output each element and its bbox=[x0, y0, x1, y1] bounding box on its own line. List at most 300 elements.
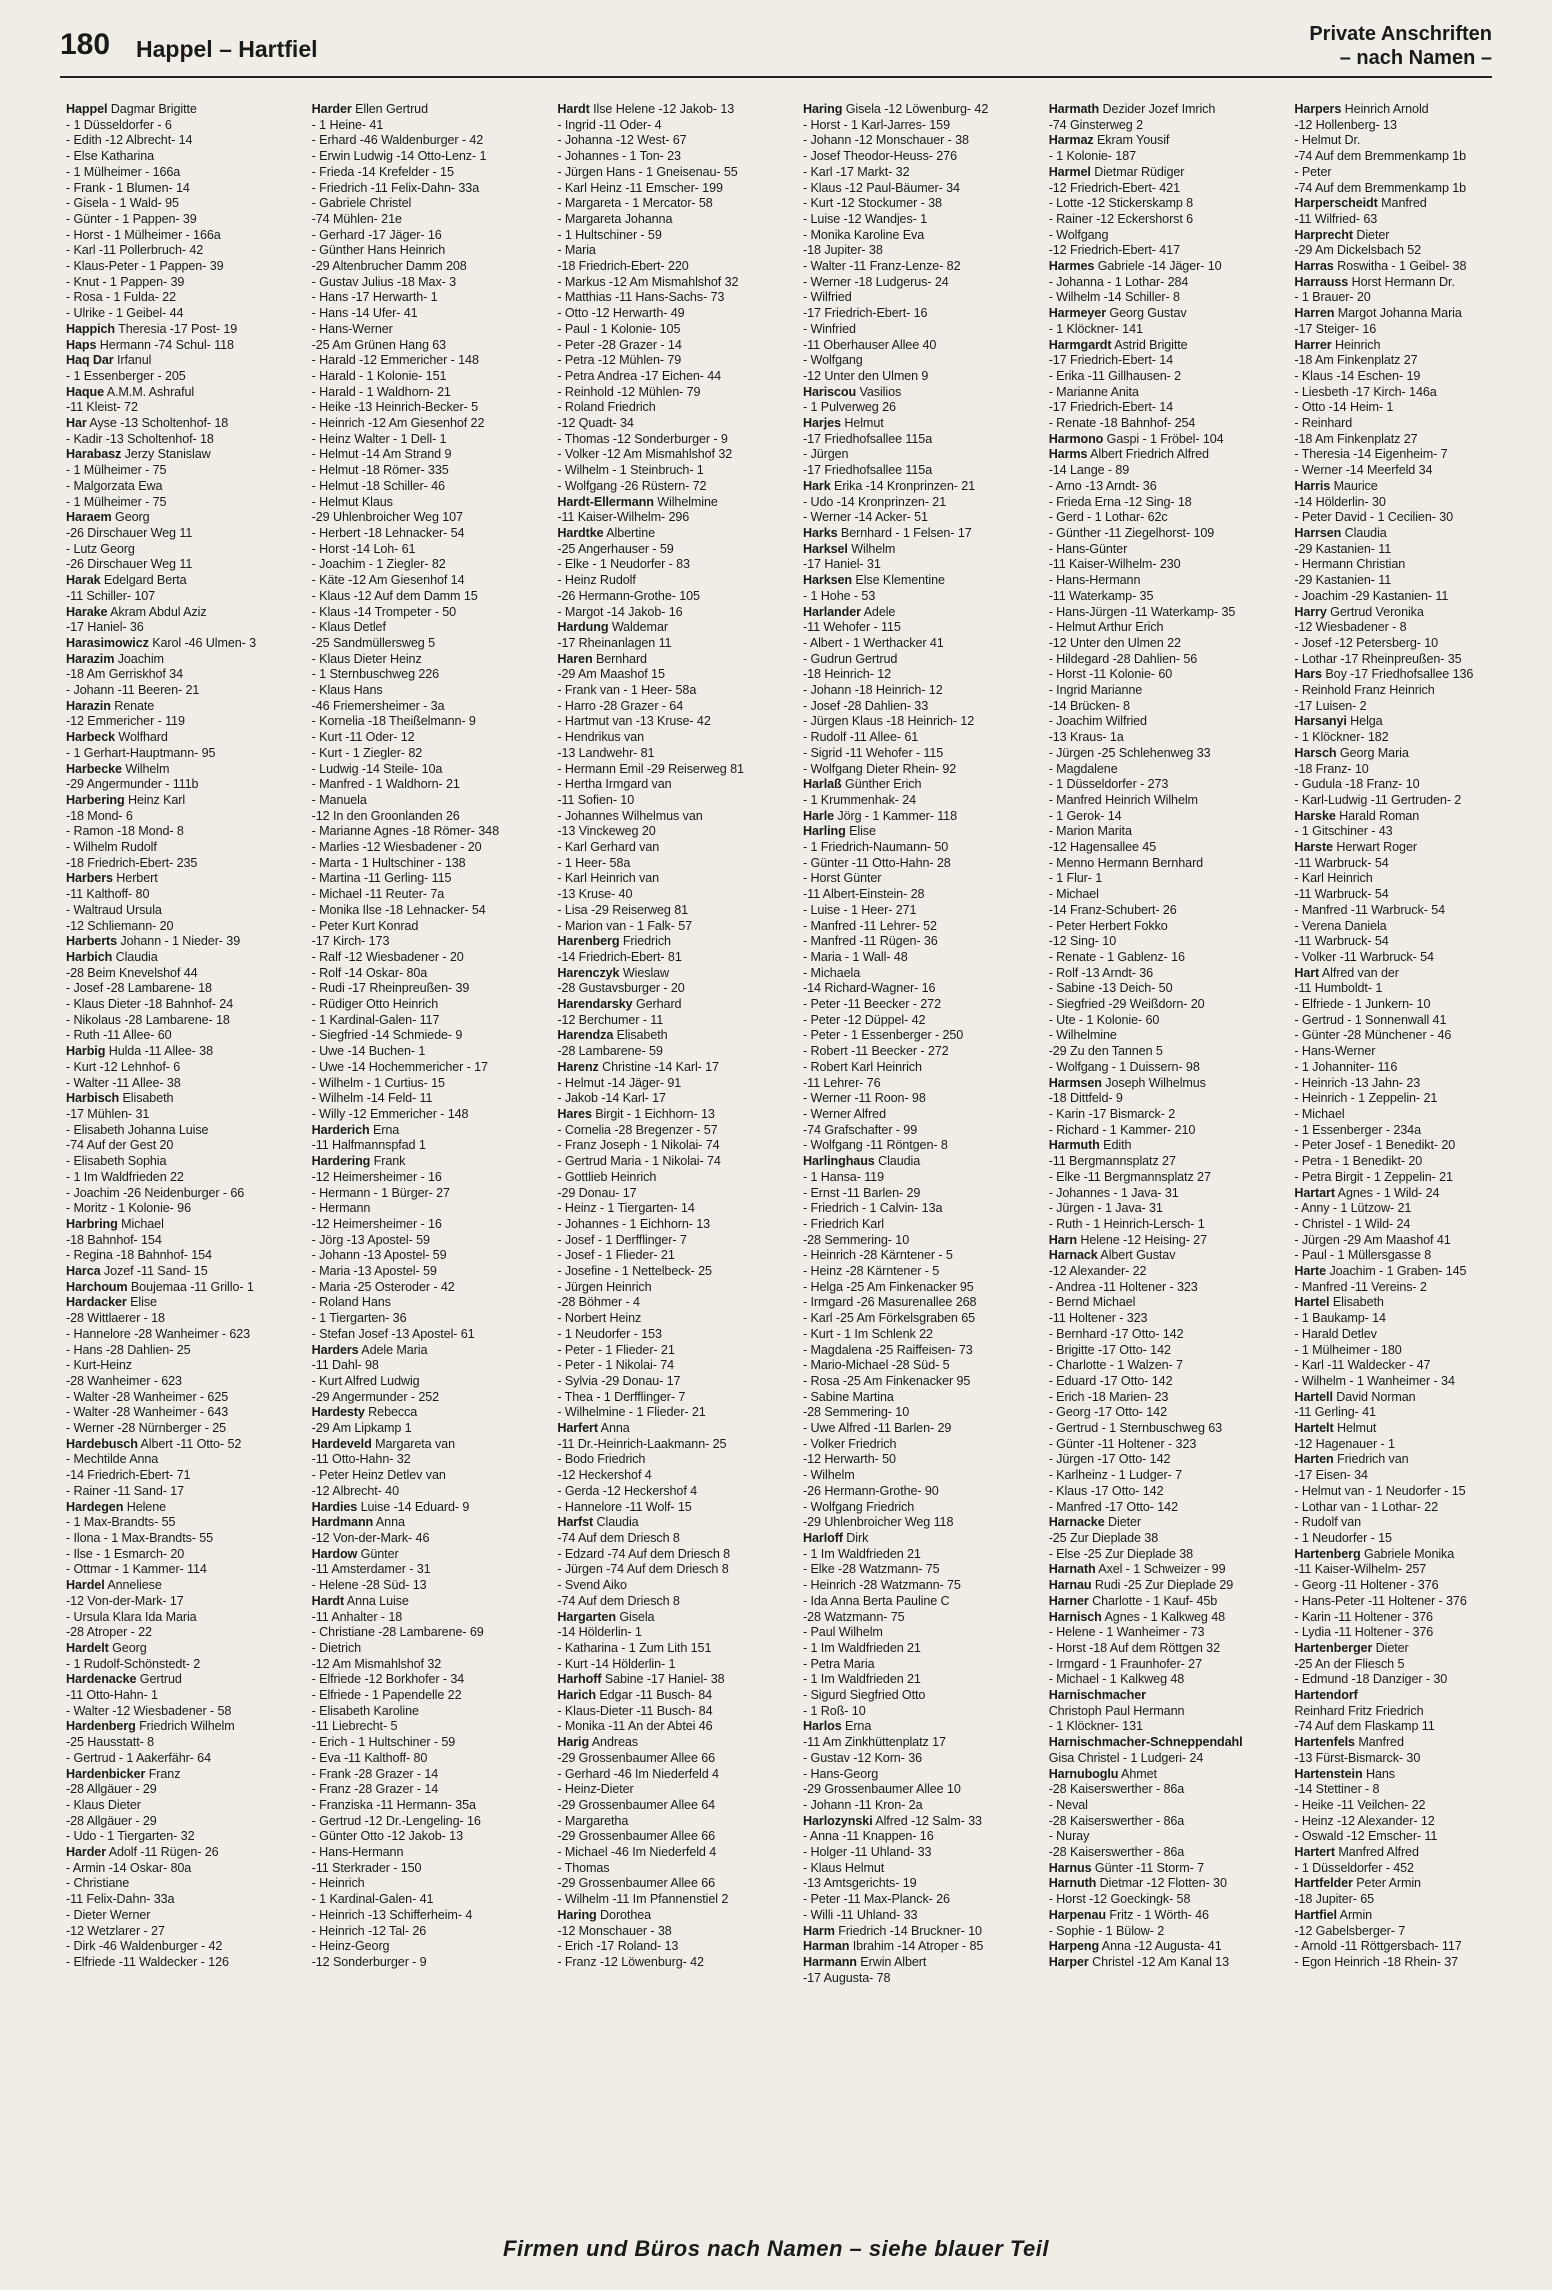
directory-entry: - Norbert Heinz bbox=[557, 1311, 642, 1326]
directory-entry: -12 Gabelsberger- 7 bbox=[1294, 1923, 1406, 1938]
directory-entry: - Kurt -12 Stockumer - 38 bbox=[803, 196, 942, 211]
directory-entry: - Kurt -12 Lehnhof- 6 bbox=[66, 1059, 181, 1074]
directory-entry: - Peter Kurt Konrad bbox=[311, 918, 419, 933]
directory-entry: - Mario-Michael -28 Süd- 5 bbox=[803, 1358, 950, 1373]
entry-details: Anna -12 Augusta- 41 bbox=[1099, 1939, 1222, 1954]
entry-details: Albert Friedrich Alfred bbox=[1087, 447, 1209, 462]
directory-entry bbox=[803, 605, 1031, 621]
entry-details: Jörg - 1 Kammer- 118 bbox=[834, 808, 957, 823]
directory-entry: - Wolfgang Dieter Rhein- 92 bbox=[803, 761, 957, 776]
entry-surname: Harazin bbox=[66, 698, 111, 713]
directory-entry: - Rolf -14 Oskar- 80a bbox=[311, 965, 428, 980]
directory-entry: - Rudolf van bbox=[1294, 1515, 1362, 1530]
directory-entry: - Helmut Dr. bbox=[1294, 133, 1361, 148]
directory-entry: -17 Friedrich-Ebert- 14 bbox=[1048, 400, 1174, 415]
directory-entry: -11 Sofien- 10 bbox=[557, 792, 635, 807]
directory-entry: - Heinz -12 Alexander- 12 bbox=[1294, 1813, 1435, 1828]
directory-entry: -11 Holtener - 323 bbox=[1048, 1311, 1148, 1326]
directory-entry: - Luise - 1 Heer- 271 bbox=[803, 902, 917, 917]
directory-entry: - Hermann Christian bbox=[1294, 557, 1406, 572]
entry-details: Anna bbox=[373, 1515, 405, 1530]
directory-entry bbox=[803, 573, 1031, 589]
directory-entry: -11 Humboldt- 1 bbox=[1294, 981, 1383, 996]
directory-entry: - Irmgard -26 Masurenallee 268 bbox=[803, 1295, 977, 1310]
directory-entry: -17 Rheinanlagen 11 bbox=[557, 635, 672, 650]
directory-entry: -28 Wanheimer - 623 bbox=[66, 1373, 182, 1388]
directory-entry: - Gustav -12 Korn- 36 bbox=[803, 1750, 923, 1765]
directory-entry: - Marion van - 1 Falk- 57 bbox=[557, 918, 693, 933]
directory-entry: - Günther -11 Ziegelhorst- 109 bbox=[1048, 525, 1215, 540]
directory-entry: -11 Felix-Dahn- 33a bbox=[66, 1892, 175, 1907]
section-title-line2: – nach Namen – bbox=[1339, 47, 1492, 69]
entry-surname: Hartart bbox=[1294, 1185, 1335, 1200]
directory-entry: -12 Am Mismahlshof 32 bbox=[311, 1656, 442, 1671]
entry-surname: Harchoum bbox=[66, 1279, 128, 1294]
entry-details: Dirk bbox=[842, 1530, 869, 1545]
directory-entry bbox=[66, 1280, 294, 1296]
entry-surname: Harnischmacher-Schneppendahl bbox=[1048, 1735, 1243, 1750]
directory-entry bbox=[1294, 306, 1522, 322]
directory-entry: - Marion Marita bbox=[1048, 824, 1132, 839]
directory-entry: - Rudi -17 Rheinpreußen- 39 bbox=[311, 981, 470, 996]
directory-entry: -74 Auf dem Driesch 8 bbox=[557, 1530, 680, 1545]
entry-details: Anneliese bbox=[104, 1578, 162, 1593]
directory-entry: -14 Friedrich-Ebert- 71 bbox=[66, 1468, 191, 1483]
directory-entry: - Günter Otto -12 Jakob- 13 bbox=[311, 1829, 463, 1844]
directory-entry: -28 Semmering- 10 bbox=[803, 1405, 910, 1420]
directory-entry bbox=[66, 338, 294, 354]
directory-entry bbox=[312, 1405, 540, 1421]
directory-entry bbox=[1049, 1248, 1277, 1264]
directory-entry: -13 Amtsgerichts- 19 bbox=[803, 1876, 917, 1891]
directory-entry: - 1 Johanniter- 116 bbox=[1294, 1059, 1398, 1074]
directory-entry: - Hans-Günter bbox=[1048, 541, 1128, 556]
directory-entry bbox=[66, 1044, 294, 1060]
directory-entry: -29 Grossenbaumer Allee 66 bbox=[557, 1750, 716, 1765]
entry-details: Dieter bbox=[1352, 227, 1390, 242]
directory-entry: -11 Otto-Hahn- 1 bbox=[66, 1688, 158, 1703]
directory-entry: -12 Emmericher - 119 bbox=[66, 714, 185, 729]
directory-entry: Christoph Paul Hermann bbox=[1048, 1703, 1185, 1718]
directory-entry: -12 Quadt- 34 bbox=[557, 416, 634, 431]
directory-entry: - Robert -11 Beecker - 272 bbox=[803, 1044, 949, 1059]
directory-entry: - Frank - 1 Blumen- 14 bbox=[66, 180, 190, 195]
entry-details: Anna Luise bbox=[344, 1593, 409, 1608]
directory-entry bbox=[66, 605, 294, 621]
directory-entry: - Volker -12 Am Mismahlshof 32 bbox=[557, 447, 733, 462]
directory-entry bbox=[66, 699, 294, 715]
entry-surname: Harnisch bbox=[1048, 1609, 1102, 1624]
entry-surname: Harca bbox=[66, 1264, 101, 1279]
entry-surname: Harbich bbox=[66, 949, 113, 964]
directory-entry: -12 In den Groonlanden 26 bbox=[311, 808, 460, 823]
directory-entry: - Karl Heinz -11 Emscher- 199 bbox=[557, 180, 723, 195]
directory-entry: - Theresia -14 Eigenheim- 7 bbox=[1294, 447, 1448, 462]
entry-details: Horst Hermann Dr. bbox=[1348, 274, 1455, 289]
directory-entry: - Gertrud - 1 Sternbuschweg 63 bbox=[1048, 1421, 1223, 1436]
directory-entry: - Marta - 1 Hultschiner - 138 bbox=[311, 855, 466, 870]
directory-entry: - Elfriede - 1 Papendelle 22 bbox=[311, 1688, 462, 1703]
directory-entry: -17 Friedrich-Ebert- 14 bbox=[1048, 353, 1174, 368]
directory-entry: - Johann -11 Beeren- 21 bbox=[66, 683, 200, 698]
directory-entry bbox=[1049, 338, 1277, 354]
entry-surname: Harazim bbox=[66, 651, 115, 666]
directory-entry: - Klaus Detlef bbox=[311, 620, 386, 635]
entry-surname: Haring bbox=[557, 1907, 597, 1922]
directory-entry: - 1 Brauer- 20 bbox=[1294, 290, 1371, 305]
directory-entry: -11 Warbruck- 54 bbox=[1294, 934, 1389, 949]
directory-entry: - Paul - 1 Kolonie- 105 bbox=[557, 321, 681, 336]
entry-details: Friedrich van bbox=[1333, 1452, 1409, 1467]
entry-surname: Hardies bbox=[311, 1499, 358, 1514]
directory-entry: -12 Wetzlarer - 27 bbox=[66, 1923, 165, 1938]
directory-entry: - Gertrud - 1 Aakerfähr- 64 bbox=[66, 1750, 211, 1765]
entry-details: Maurice bbox=[1330, 478, 1378, 493]
directory-entry: - Ruth -11 Allee- 60 bbox=[66, 1028, 172, 1043]
entry-surname: Harren bbox=[1294, 306, 1335, 321]
directory-entry: - Hans-Peter -11 Holtener - 376 bbox=[1294, 1593, 1467, 1608]
entry-details: Adele Maria bbox=[358, 1342, 428, 1357]
directory-entry: - Otto -12 Herwarth- 49 bbox=[557, 306, 685, 321]
directory-entry bbox=[1294, 966, 1522, 982]
entry-surname: Harendza bbox=[557, 1028, 614, 1043]
entry-surname: Harmuth bbox=[1048, 1138, 1100, 1153]
directory-entry: - 1 Düsseldorfer - 273 bbox=[1048, 777, 1169, 792]
entry-surname: Harperscheidt bbox=[1294, 196, 1378, 211]
entry-surname: Har bbox=[66, 416, 87, 431]
directory-entry bbox=[312, 102, 540, 118]
directory-entry: - Werner -14 Meerfeld 34 bbox=[1294, 463, 1433, 478]
entry-surname: Harksen bbox=[803, 573, 853, 588]
directory-entry: -12 Alexander- 22 bbox=[1048, 1264, 1147, 1279]
entry-details: Günther Erich bbox=[841, 777, 922, 792]
directory-entry bbox=[803, 526, 1031, 542]
directory-entry bbox=[1049, 102, 1277, 118]
directory-entry: -74 Auf dem Bremmenkamp 1b bbox=[1294, 180, 1467, 195]
directory-entry: - Jörg -13 Apostel- 59 bbox=[311, 1232, 430, 1247]
entry-details: Akram Abdul Aziz bbox=[107, 604, 207, 619]
entry-details: Edgar -11 Busch- 84 bbox=[595, 1688, 713, 1703]
directory-entry: - Georg -17 Otto- 142 bbox=[1048, 1405, 1167, 1420]
entry-details: Sabine -17 Haniel- 38 bbox=[601, 1672, 725, 1687]
entry-details: Dietmar Rüdiger bbox=[1090, 164, 1185, 179]
entry-details: Jozef -11 Sand- 15 bbox=[100, 1264, 208, 1279]
directory-entry: - Hans -28 Dahlien- 25 bbox=[66, 1342, 191, 1357]
directory-entry: -28 Watzmann- 75 bbox=[803, 1609, 905, 1624]
directory-entry: - 1 Essenberger - 205 bbox=[66, 368, 186, 383]
directory-entry: - Dirk -46 Waldenburger - 42 bbox=[66, 1939, 223, 1954]
directory-entry: -11 Liebrecht- 5 bbox=[311, 1719, 398, 1734]
entry-surname: Harten bbox=[1294, 1452, 1334, 1467]
directory-entry: -14 Lange - 89 bbox=[1048, 463, 1130, 478]
entry-surname: Harnath bbox=[1048, 1562, 1096, 1577]
entry-surname: Happel bbox=[66, 102, 108, 116]
entry-surname: Hardering bbox=[311, 1154, 371, 1169]
directory-entry: - Heinz-Dieter bbox=[557, 1782, 634, 1797]
entry-surname: Harder bbox=[66, 1845, 106, 1860]
directory-entry: - Lotte -12 Stickerskamp 8 bbox=[1048, 196, 1194, 211]
directory-entry: -11 Amsterdamer - 31 bbox=[311, 1562, 431, 1577]
directory-entry: - Christiane -28 Lambarene- 69 bbox=[311, 1625, 484, 1640]
directory-entry: - Heinz - 1 Tiergarten- 14 bbox=[557, 1201, 695, 1216]
directory-entry: -18 Bahnhof- 154 bbox=[66, 1232, 162, 1247]
entry-surname: Harnischmacher bbox=[1048, 1688, 1146, 1703]
directory-entry bbox=[1049, 1939, 1277, 1955]
directory-entry: - Josefine - 1 Nettelbeck- 25 bbox=[557, 1264, 712, 1279]
directory-entry: - Udo - 1 Tiergarten- 32 bbox=[66, 1829, 195, 1844]
entry-details: Dieter bbox=[1104, 1515, 1142, 1530]
entry-details: Gisela -12 Löwenburg- 42 bbox=[842, 102, 989, 116]
directory-entry: - 1 Klöckner- 182 bbox=[1294, 730, 1389, 745]
entry-surname: Harsch bbox=[1294, 745, 1337, 760]
entry-surname: Harnacke bbox=[1048, 1515, 1105, 1530]
directory-entry bbox=[1294, 338, 1522, 354]
directory-entry: - Käte -12 Am Giesenhof 14 bbox=[311, 573, 465, 588]
directory-entry: - Ida Anna Berta Pauline C bbox=[803, 1593, 950, 1608]
entry-details: Franz bbox=[145, 1766, 181, 1781]
directory-entry: -12 Sonderburger - 9 bbox=[311, 1954, 427, 1969]
directory-entry: - Thomas -12 Sonderburger - 9 bbox=[557, 431, 728, 446]
directory-entry: - Gustav Julius -18 Max- 3 bbox=[311, 274, 457, 289]
directory-entry: -12 Wiesbadener - 8 bbox=[1294, 620, 1407, 635]
directory-entry: - 1 Baukamp- 14 bbox=[1294, 1311, 1386, 1326]
directory-entry: -28 Beim Knevelshof 44 bbox=[66, 965, 198, 980]
directory-entry: - Eva -11 Kalthoff- 80 bbox=[311, 1750, 428, 1765]
entry-surname: Hardacker bbox=[66, 1295, 127, 1310]
section-title-line1: Private Anschriften bbox=[1309, 23, 1492, 45]
directory-entry: - Ruth - 1 Heinrich-Lersch- 1 bbox=[1048, 1216, 1205, 1231]
directory-entry: -29 Uhlenbroicher Weg 107 bbox=[311, 510, 463, 525]
entry-surname: Harling bbox=[803, 824, 846, 839]
directory-entry bbox=[803, 1719, 1031, 1735]
directory-entry: - Renate -18 Bahnhof- 254 bbox=[1048, 416, 1196, 431]
directory-entry: - Bernhard -17 Otto- 142 bbox=[1048, 1326, 1184, 1341]
entry-surname: Hartendorf bbox=[1294, 1688, 1358, 1703]
directory-entry: -74 Auf dem Bremmenkamp 1b bbox=[1294, 149, 1467, 164]
entry-details: Armin bbox=[1336, 1907, 1373, 1922]
directory-entry: - 1 Rudolf-Schönstedt- 2 bbox=[66, 1656, 201, 1671]
entry-surname: Harmsen bbox=[1048, 1075, 1102, 1090]
entry-surname: Harras bbox=[1294, 259, 1334, 274]
directory-entry: - Jürgen Klaus -18 Heinrich- 12 bbox=[803, 714, 975, 729]
directory-entry: - Kadir -13 Scholtenhof- 18 bbox=[66, 431, 214, 446]
directory-entry: - Sabine Martina bbox=[803, 1389, 894, 1404]
directory-entry: - Gabriele Christel bbox=[311, 196, 412, 211]
directory-entry: - Moritz - 1 Kolonie- 96 bbox=[66, 1201, 191, 1216]
entry-surname: Harste bbox=[1294, 840, 1333, 855]
directory-entry: -25 Zur Dieplade 38 bbox=[1048, 1530, 1159, 1545]
directory-entry: - Klaus-Peter - 1 Pappen- 39 bbox=[66, 259, 224, 274]
entry-details: Friedrich -14 Bruckner- 10 bbox=[834, 1923, 982, 1938]
directory-entry: - Malgorzata Ewa bbox=[66, 478, 163, 493]
directory-entry bbox=[1294, 1264, 1522, 1280]
directory-entry: - Heike -13 Heinrich-Becker- 5 bbox=[311, 400, 479, 415]
directory-entry: - 1 Max-Brandts- 55 bbox=[66, 1515, 176, 1530]
directory-entry bbox=[66, 1641, 294, 1657]
entry-surname: Harfert bbox=[557, 1421, 598, 1436]
directory-entry: - Martina -11 Gerling- 115 bbox=[311, 871, 452, 886]
directory-entry: - Elke -28 Watzmann- 75 bbox=[803, 1562, 940, 1577]
directory-entry bbox=[557, 934, 785, 950]
directory-entry: - Gottlieb Heinrich bbox=[557, 1169, 657, 1184]
directory-entry: - Friedrich -11 Felix-Dahn- 33a bbox=[311, 180, 480, 195]
directory-entry: - Gertrud Maria - 1 Nikolai- 74 bbox=[557, 1154, 721, 1169]
directory-entry: - Peter - 1 Flieder- 21 bbox=[557, 1342, 675, 1357]
entry-details: Dagmar Brigitte bbox=[107, 102, 197, 116]
directory-entry: - Johanna -12 West- 67 bbox=[557, 133, 687, 148]
entry-details: Theresia -17 Post- 19 bbox=[114, 321, 238, 336]
directory-entry: -28 Lambarene- 59 bbox=[557, 1044, 663, 1059]
entry-details: Edith bbox=[1099, 1138, 1132, 1153]
directory-entry: - Lisa -29 Reiserweg 81 bbox=[557, 902, 689, 917]
directory-entry bbox=[1049, 133, 1277, 149]
directory-entry bbox=[803, 809, 1031, 825]
entry-details: Adolf -11 Rügen- 26 bbox=[106, 1845, 219, 1860]
directory-entry: - 1 Sternbuschweg 226 bbox=[311, 667, 440, 682]
entry-surname: Hartenberger bbox=[1294, 1640, 1373, 1655]
entry-details: Ibrahim -14 Atroper - 85 bbox=[849, 1939, 984, 1954]
directory-entry bbox=[1294, 1735, 1522, 1751]
entry-surname: Harenczyk bbox=[557, 965, 620, 980]
directory-entry: - Wolfgang -26 Rüstern- 72 bbox=[557, 478, 707, 493]
directory-entry: -12 Albrecht- 40 bbox=[311, 1483, 399, 1498]
entry-details: Friedrich bbox=[619, 934, 671, 949]
directory-entry: - Wolfgang -11 Röntgen- 8 bbox=[803, 1138, 948, 1153]
directory-entry: - Heinrich -28 Watzmann- 75 bbox=[803, 1578, 961, 1593]
directory-entry: - Peter Josef - 1 Benedikt- 20 bbox=[1294, 1138, 1456, 1153]
directory-entry: - Ulrike - 1 Geibel- 44 bbox=[66, 306, 184, 321]
directory-entry: - Edith -12 Albrecht- 14 bbox=[66, 133, 193, 148]
directory-entry: -17 Luisen- 2 bbox=[1294, 698, 1367, 713]
directory-entry: -25 Hausstatt- 8 bbox=[66, 1735, 154, 1750]
directory-entry: -17 Friedhofsallee 115a bbox=[803, 431, 933, 446]
entry-surname: Harlozynski bbox=[803, 1813, 873, 1828]
directory-entry: -29 Grossenbaumer Allee 66 bbox=[557, 1829, 716, 1844]
directory-entry bbox=[1049, 1594, 1277, 1610]
directory-entry bbox=[803, 416, 1031, 432]
directory-entry: - Else Katharina bbox=[66, 149, 155, 164]
directory-entry bbox=[1049, 1688, 1277, 1704]
directory-entry bbox=[803, 1939, 1031, 1955]
directory-entry: - Frank van - 1 Heer- 58a bbox=[557, 683, 697, 698]
directory-entry: -29 Grossenbaumer Allee 66 bbox=[557, 1876, 716, 1891]
entry-surname: Harpeng bbox=[1048, 1939, 1100, 1954]
directory-entry bbox=[1049, 1610, 1277, 1626]
directory-entry bbox=[66, 950, 294, 966]
entry-surname: Hardenberg bbox=[66, 1719, 136, 1734]
directory-entry bbox=[66, 1091, 294, 1107]
entry-surname: Harders bbox=[311, 1342, 359, 1357]
directory-entry: -25 An der Fliesch 5 bbox=[1294, 1656, 1405, 1671]
entry-surname: Harks bbox=[803, 525, 838, 540]
entry-details: Gisela bbox=[615, 1609, 655, 1624]
directory-entry: - Jürgen -29 Am Maashof 41 bbox=[1294, 1232, 1451, 1247]
entry-details: Agnes - 1 Kalkweg 48 bbox=[1101, 1609, 1225, 1624]
directory-entry: -28 Atroper - 22 bbox=[66, 1625, 152, 1640]
directory-entry: - 1 Hultschiner - 59 bbox=[557, 227, 662, 242]
directory-entry: -28 Kaiserswerther - 86a bbox=[1048, 1845, 1185, 1860]
entry-details: A.M.M. Ashraful bbox=[104, 384, 195, 399]
entry-details: Erika -14 Kronprinzen- 21 bbox=[830, 478, 976, 493]
directory-entry bbox=[312, 1547, 540, 1563]
directory-entry bbox=[1049, 1908, 1277, 1924]
directory-entry: - Waltraud Ursula bbox=[66, 902, 162, 917]
directory-entry: - Klaus -17 Otto- 142 bbox=[1048, 1483, 1164, 1498]
directory-entry: - 1 Hansa- 119 bbox=[803, 1169, 884, 1184]
directory-entry: - Irmgard - 1 Fraunhofer- 27 bbox=[1048, 1656, 1202, 1671]
directory-entry bbox=[1294, 1547, 1522, 1563]
entry-surname: Hartfelder bbox=[1294, 1876, 1353, 1891]
directory-entry: -11 Warbruck- 54 bbox=[1294, 855, 1389, 870]
entry-surname: Harsanyi bbox=[1294, 714, 1347, 729]
entry-details: Ahmet bbox=[1118, 1766, 1157, 1781]
directory-entry: - Gerd - 1 Lothar- 62c bbox=[1048, 510, 1168, 525]
entry-surname: Haps bbox=[66, 337, 97, 352]
entry-surname: Harnus bbox=[1048, 1860, 1092, 1875]
directory-entry bbox=[1049, 1515, 1277, 1531]
directory-entry: - Gerhard -46 Im Niederfeld 4 bbox=[557, 1766, 719, 1781]
directory-entry: -11 Kaiser-Wilhelm- 296 bbox=[557, 510, 690, 525]
entry-surname: Harbring bbox=[66, 1216, 118, 1231]
directory-entry bbox=[557, 495, 785, 511]
directory-entry: - Ludwig -14 Steile- 10a bbox=[311, 761, 443, 776]
entry-details: Andreas bbox=[589, 1735, 638, 1750]
directory-entry bbox=[66, 322, 294, 338]
directory-entry: - Peter bbox=[1294, 164, 1332, 179]
directory-entry: - 1 Tiergarten- 36 bbox=[311, 1311, 407, 1326]
directory-entry: -11 Kaiser-Wilhelm- 230 bbox=[1048, 557, 1181, 572]
directory-entry: - Josef -28 Lambarene- 18 bbox=[66, 981, 212, 996]
directory-entry: - Magdalene bbox=[1048, 761, 1118, 776]
directory-entry: - Siegfried -29 Weißdorn- 20 bbox=[1048, 997, 1205, 1012]
entry-details: Claudia bbox=[874, 1154, 921, 1169]
directory-entry bbox=[1049, 432, 1277, 448]
directory-entry: - Klaus Helmut bbox=[803, 1860, 885, 1875]
directory-entry: - Roland Hans bbox=[311, 1295, 391, 1310]
directory-entry: - Peter -12 Düppel- 42 bbox=[803, 1012, 926, 1027]
entry-details: Harald Roman bbox=[1335, 808, 1420, 823]
entry-surname: Hardelt bbox=[66, 1640, 109, 1655]
directory-entry: -12 Hollenberg- 13 bbox=[1294, 117, 1397, 132]
directory-entry: -29 Grossenbaumer Allee 10 bbox=[803, 1782, 961, 1797]
directory-entry: - Josef Theodor-Heuss- 276 bbox=[803, 149, 957, 164]
directory-entry: - 1 Flur- 1 bbox=[1048, 871, 1103, 886]
directory-entry bbox=[1049, 1767, 1277, 1783]
directory-entry bbox=[66, 1264, 294, 1280]
directory-entry: - Reinhold -12 Mühlen- 79 bbox=[557, 384, 701, 399]
directory-entry: - Karl-Ludwig -11 Gertruden- 2 bbox=[1294, 792, 1462, 807]
entry-surname: Harbisch bbox=[66, 1091, 120, 1106]
directory-entry: -17 Haniel- 36 bbox=[66, 620, 144, 635]
directory-entry: - Ilona - 1 Max-Brandts- 55 bbox=[66, 1530, 214, 1545]
entry-surname: Harske bbox=[1294, 808, 1336, 823]
directory-entry bbox=[66, 385, 294, 401]
entry-surname: Hark bbox=[803, 478, 831, 493]
directory-entry bbox=[557, 1421, 785, 1437]
entry-details: Irfanul bbox=[113, 353, 152, 368]
directory-entry: - Gertrud -12 Dr.-Lengeling- 16 bbox=[311, 1813, 481, 1828]
directory-entry: -28 Allgäuer - 29 bbox=[66, 1782, 157, 1797]
entry-details: Rebecca bbox=[364, 1405, 418, 1420]
directory-entry bbox=[557, 620, 785, 636]
directory-entry: - Gudrun Gertrud bbox=[803, 651, 898, 666]
entry-surname: Hargarten bbox=[557, 1609, 616, 1624]
directory-entry: - 1 Neudorfer - 153 bbox=[557, 1326, 662, 1341]
entry-details: Roswitha - 1 Geibel- 38 bbox=[1333, 259, 1467, 274]
directory-entry: -12 Schliemann- 20 bbox=[66, 918, 174, 933]
entry-details: Ellen Gertrud bbox=[351, 102, 428, 116]
directory-column bbox=[312, 102, 540, 2222]
